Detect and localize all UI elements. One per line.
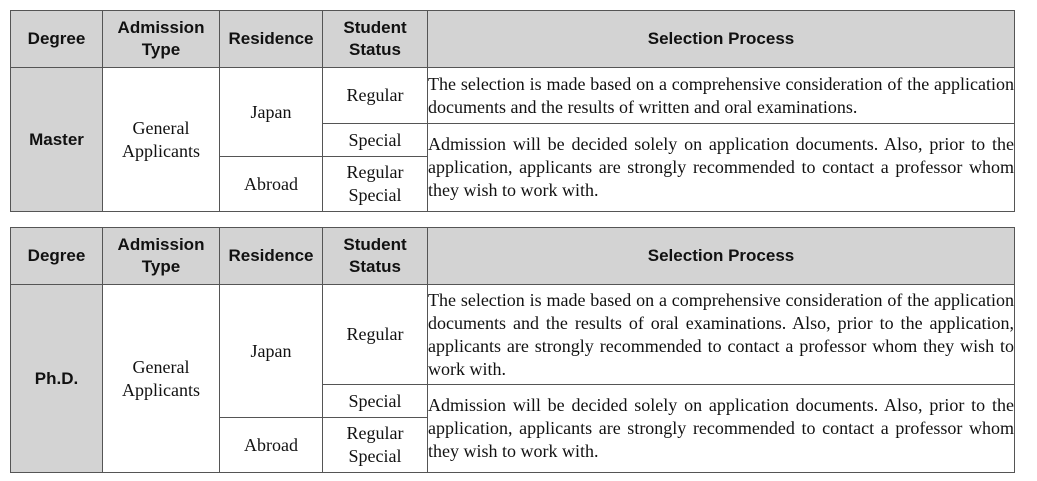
admission-type-cell: [103, 285, 220, 473]
header-residence: Residence: [220, 11, 323, 68]
header-admission-type: [103, 11, 220, 68]
selection-process-regular: The selection is made based on a comprehensive consideration of the application documents and the results of written and oral examinations.: [428, 68, 1015, 124]
selection-process-regular: The selection is made based on a comprehensive consideration of the application documents and the results of oral examinations. Also, prior to the application, applicants are strongly recommended to contact a professor whom they wish to work with.: [428, 285, 1015, 385]
header-degree: Degree: [11, 11, 103, 68]
header-degree: Degree: [11, 228, 103, 285]
phd-admission-table: [10, 227, 1015, 473]
admission-type-line1: General: [132, 117, 190, 138]
status-abroad-line1: Regular: [346, 162, 404, 182]
residence-japan-cell: Japan: [220, 68, 323, 157]
admission-type-line1: General: [132, 356, 190, 377]
status-abroad-line2: Special: [348, 185, 402, 205]
degree-cell-master: Master: [11, 68, 103, 212]
header-admission-type-line2: Type: [141, 40, 181, 59]
header-selection-process: Selection Process: [428, 11, 1015, 68]
header-student-status-line1: Student: [343, 18, 407, 37]
admission-type-cell: [103, 68, 220, 212]
header-admission-type-line2: Type: [141, 257, 181, 276]
header-student-status: [323, 228, 428, 285]
status-abroad-cell: [323, 418, 428, 473]
status-abroad-line2: Special: [348, 446, 402, 466]
residence-abroad-cell: Abroad: [220, 418, 323, 473]
selection-process-special: Admission will be decided solely on application documents. Also, prior to the application, applicants are strongly recommended to contact a professor whom they wish to work with.: [428, 124, 1015, 212]
header-student-status-line1: Student: [343, 235, 407, 254]
residence-abroad-cell: Abroad: [220, 157, 323, 212]
degree-cell-phd: Ph.D.: [11, 285, 103, 473]
header-admission-type: [103, 228, 220, 285]
table-row: [11, 68, 1015, 124]
header-student-status-line2: Status: [349, 40, 401, 59]
status-abroad-line1: Regular: [346, 423, 404, 443]
header-selection-process: Selection Process: [428, 228, 1015, 285]
table-row: [11, 285, 1015, 385]
admission-type-line2: Applicants: [122, 140, 200, 161]
selection-process-special: Admission will be decided solely on application documents. Also, prior to the application, applicants are strongly recommended to contact a professor whom they wish to work with.: [428, 385, 1015, 473]
status-special-cell: Special: [323, 385, 428, 418]
residence-japan-cell: Japan: [220, 285, 323, 418]
header-student-status: [323, 11, 428, 68]
header-residence: Residence: [220, 228, 323, 285]
header-admission-type-line1: Admission: [117, 235, 205, 254]
header-admission-type-line1: Admission: [117, 18, 205, 37]
admission-type-line2: Applicants: [122, 379, 200, 400]
status-regular-cell: Regular: [323, 285, 428, 385]
header-student-status-line2: Status: [349, 257, 401, 276]
status-regular-cell: Regular: [323, 68, 428, 124]
header-row: [11, 11, 1015, 68]
header-row: [11, 228, 1015, 285]
status-abroad-cell: [323, 157, 428, 212]
master-admission-table: [10, 10, 1015, 212]
status-special-cell: Special: [323, 124, 428, 157]
